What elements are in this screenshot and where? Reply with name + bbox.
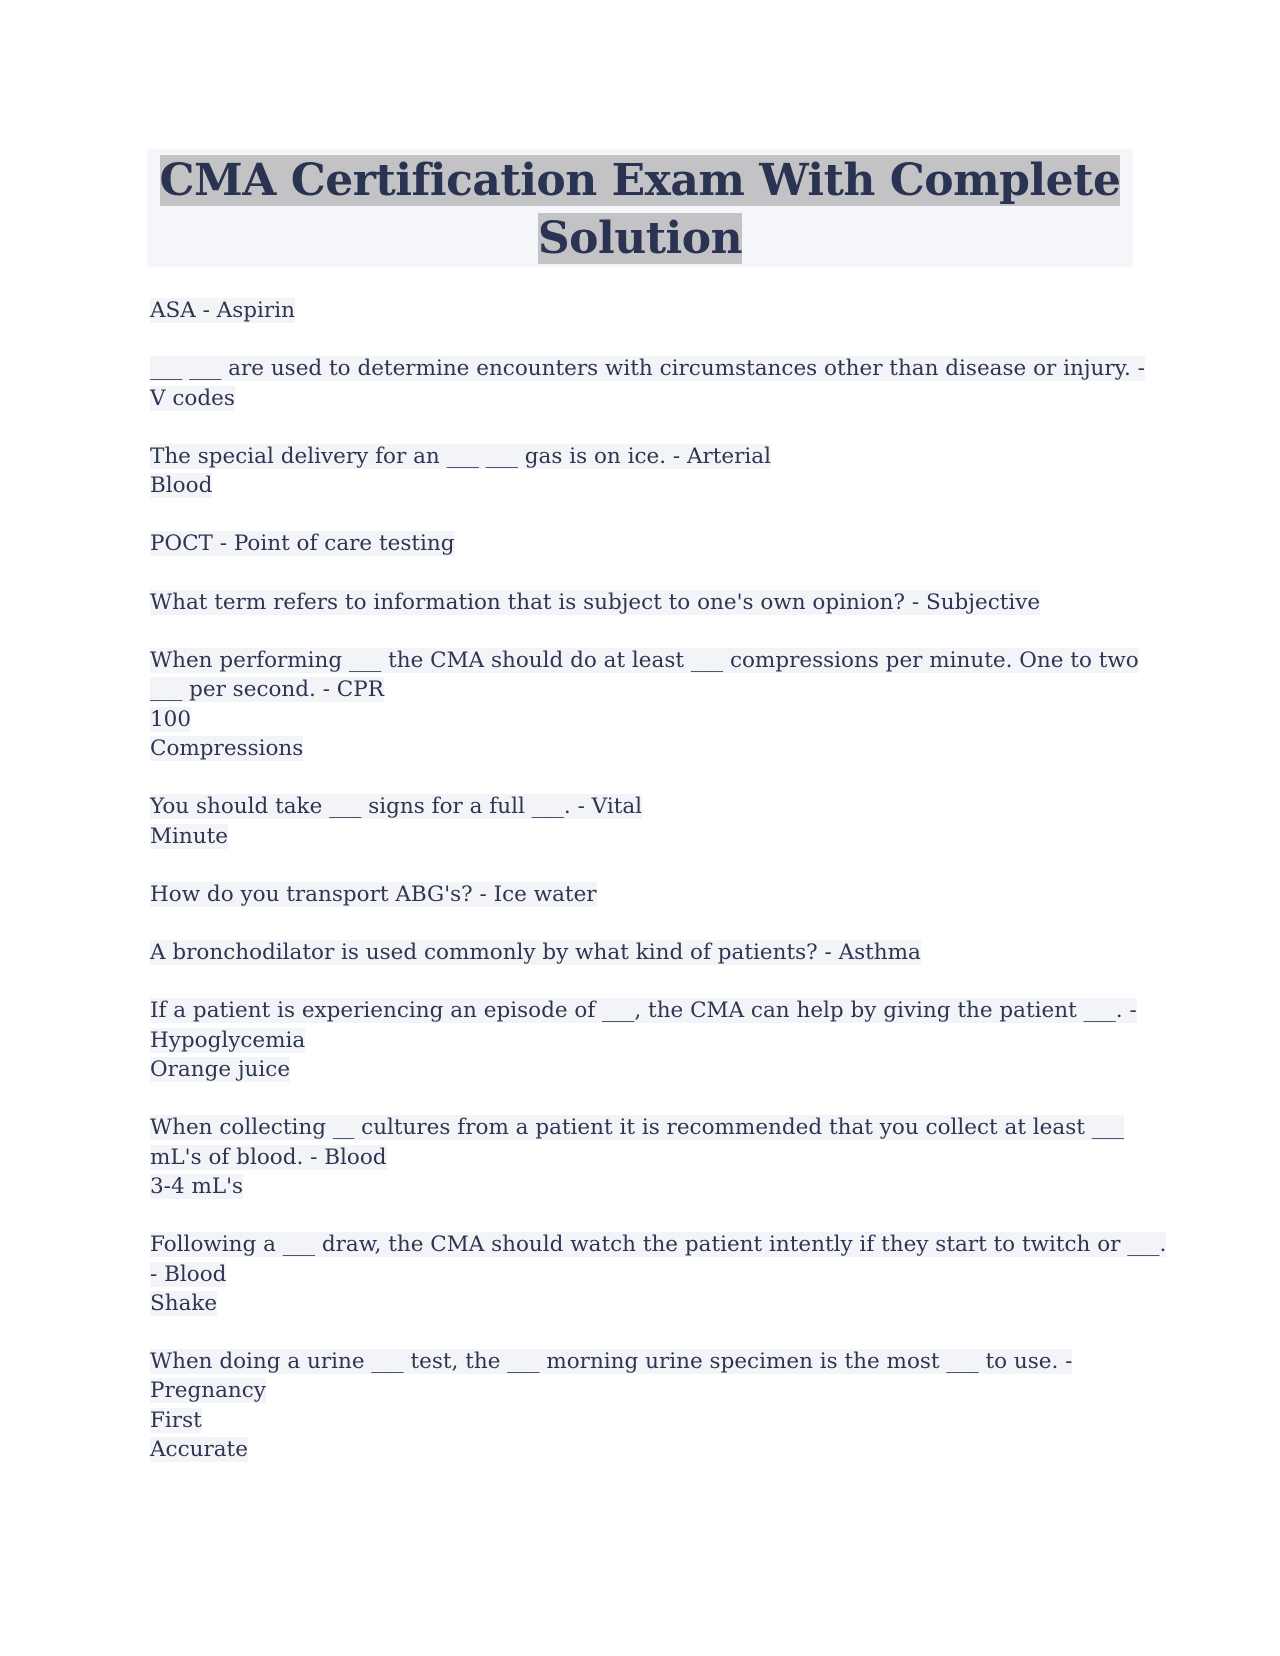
qa-text: First bbox=[150, 1407, 202, 1433]
qa-list bbox=[150, 296, 1167, 1493]
qa-item bbox=[150, 880, 1140, 909]
title-line: Solution bbox=[537, 213, 743, 264]
qa-text: Pregnancy bbox=[150, 1378, 266, 1404]
qa-item bbox=[150, 938, 1140, 967]
qa-item bbox=[150, 354, 1145, 413]
qa-text: POCT - Point of care testing bbox=[150, 531, 455, 557]
qa-line bbox=[150, 1376, 1140, 1405]
qa-item bbox=[150, 1230, 1167, 1318]
qa-line bbox=[150, 1230, 1167, 1259]
qa-line bbox=[150, 996, 1140, 1025]
qa-text: When performing ___ the CMA should do at least ___ compressions per minute. One to two bbox=[150, 648, 1139, 674]
qa-item bbox=[150, 996, 1140, 1084]
qa-text: 3-4 mL's bbox=[150, 1173, 244, 1199]
qa-line bbox=[150, 1055, 1140, 1084]
qa-line bbox=[150, 675, 1140, 704]
qa-text: The special delivery for an ___ ___ gas is on ice. - Arterial bbox=[150, 443, 772, 469]
qa-item bbox=[150, 296, 1140, 325]
qa-text: How do you transport ABG's? - Ice water bbox=[150, 881, 597, 907]
document-title bbox=[147, 149, 1133, 268]
title-banner bbox=[147, 149, 1133, 267]
qa-text: Accurate bbox=[150, 1437, 248, 1463]
qa-line bbox=[150, 529, 1140, 558]
qa-line bbox=[150, 1113, 1140, 1142]
qa-item bbox=[150, 646, 1140, 763]
qa-text: When collecting __ cultures from a patient it is recommended that you collect at least ___ bbox=[150, 1115, 1124, 1141]
qa-line bbox=[150, 442, 1140, 471]
qa-text: A bronchodilator is used commonly by what kind of patients? - Asthma bbox=[150, 940, 921, 966]
qa-line bbox=[150, 1260, 1140, 1289]
qa-line bbox=[150, 822, 1140, 851]
qa-text: Blood bbox=[150, 473, 213, 499]
qa-text: mL's of blood. - Blood bbox=[150, 1144, 387, 1170]
qa-line bbox=[150, 646, 1140, 675]
qa-line bbox=[150, 705, 1140, 734]
qa-text: Orange juice bbox=[150, 1057, 291, 1083]
qa-line bbox=[150, 1435, 1140, 1464]
qa-line bbox=[150, 588, 1140, 617]
qa-line bbox=[150, 1172, 1140, 1201]
qa-line bbox=[150, 354, 1145, 383]
qa-item bbox=[150, 1113, 1140, 1201]
qa-item bbox=[150, 588, 1140, 617]
qa-text: Compressions bbox=[150, 735, 304, 761]
qa-text: ___ ___ are used to determine encounters with circumstances other than disease or injury. - bbox=[150, 356, 1145, 382]
qa-item bbox=[150, 792, 1140, 851]
qa-line bbox=[150, 792, 1140, 821]
qa-text: ASA - Aspirin bbox=[150, 298, 295, 323]
qa-item bbox=[150, 1347, 1140, 1464]
qa-text: You should take ___ signs for a full ___. - Vital bbox=[150, 794, 643, 820]
qa-line bbox=[150, 880, 1140, 909]
qa-line bbox=[150, 471, 1140, 500]
qa-text: Minute bbox=[150, 823, 228, 849]
qa-line bbox=[150, 938, 1140, 967]
qa-text: 100 bbox=[150, 706, 192, 732]
qa-text: What term refers to information that is subject to one's own opinion? - Subjective bbox=[150, 589, 1041, 615]
qa-line bbox=[150, 734, 1140, 763]
title-line: CMA Certification Exam With Complete bbox=[159, 155, 1121, 206]
qa-text: When doing a urine ___ test, the ___ morning urine specimen is the most ___ to use. - bbox=[150, 1349, 1073, 1375]
qa-text: Following a ___ draw, the CMA should watch the patient intently if they start to twitch or ___. bbox=[150, 1232, 1167, 1258]
qa-text: - Blood bbox=[150, 1261, 227, 1287]
qa-item bbox=[150, 442, 1140, 501]
qa-text: V codes bbox=[150, 385, 235, 411]
qa-line bbox=[150, 1026, 1140, 1055]
qa-line bbox=[150, 1289, 1140, 1318]
qa-text: Hypoglycemia bbox=[150, 1027, 306, 1053]
qa-text: If a patient is experiencing an episode of ___, the CMA can help by giving the patient ___. - bbox=[150, 998, 1137, 1024]
qa-line bbox=[150, 296, 1140, 325]
qa-line bbox=[150, 1143, 1140, 1172]
qa-item bbox=[150, 529, 1140, 558]
qa-line bbox=[150, 1406, 1140, 1435]
qa-text: ___ per second. - CPR bbox=[150, 677, 384, 703]
qa-text: Shake bbox=[150, 1290, 218, 1316]
qa-line bbox=[150, 1347, 1140, 1376]
qa-line bbox=[150, 384, 1140, 413]
